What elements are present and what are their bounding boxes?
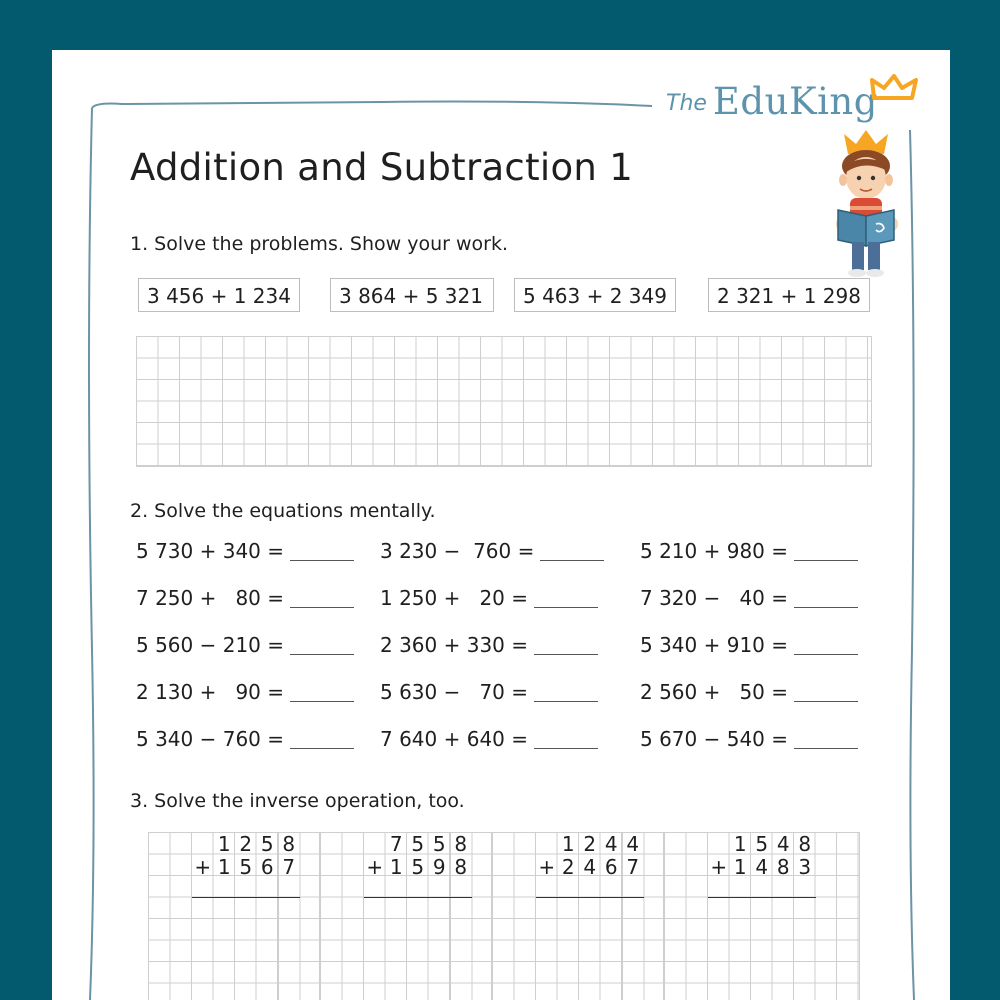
answer-blank[interactable] bbox=[540, 560, 604, 561]
equation: 1 250 + 20 = bbox=[380, 585, 598, 611]
brand-name: EduKing bbox=[712, 80, 878, 123]
addend-bottom: + 1 5 9 8 bbox=[366, 855, 468, 879]
problem-box: 2 321 + 1 298 bbox=[708, 278, 870, 312]
answer-blank[interactable] bbox=[290, 701, 354, 702]
answer-blank[interactable] bbox=[534, 701, 598, 702]
sum-rule bbox=[536, 897, 644, 898]
task1-instruction: 1. Solve the problems. Show your work. bbox=[130, 233, 509, 255]
equation: 5 730 + 340 = bbox=[136, 538, 354, 564]
addend-top: 1 5 4 8 bbox=[733, 832, 812, 856]
answer-blank[interactable] bbox=[794, 701, 858, 702]
addend-bottom: + 1 5 6 7 bbox=[194, 855, 296, 879]
answer-blank[interactable] bbox=[794, 654, 858, 655]
equation: 7 320 − 40 = bbox=[640, 585, 858, 611]
equation: 5 670 − 540 = bbox=[640, 726, 858, 752]
sum-rule bbox=[708, 897, 816, 898]
answer-blank[interactable] bbox=[794, 560, 858, 561]
addend-bottom: + 1 4 8 3 bbox=[710, 855, 812, 879]
task2-instruction: 2. Solve the equations mentally. bbox=[130, 500, 436, 522]
answer-blank[interactable] bbox=[534, 607, 598, 608]
work-grid[interactable] bbox=[136, 336, 872, 467]
equation: 5 630 − 70 = bbox=[380, 679, 598, 705]
equation: 2 360 + 330 = bbox=[380, 632, 598, 658]
brand-the: The bbox=[666, 91, 707, 116]
equation: 5 210 + 980 = bbox=[640, 538, 858, 564]
equation: 7 640 + 640 = bbox=[380, 726, 598, 752]
equation: 5 340 + 910 = bbox=[640, 632, 858, 658]
equation: 2 130 + 90 = bbox=[136, 679, 354, 705]
answer-blank[interactable] bbox=[290, 560, 354, 561]
answer-blank[interactable] bbox=[794, 607, 858, 608]
problem-box: 5 463 + 2 349 bbox=[514, 278, 676, 312]
worksheet-title: Addition and Subtraction 1 bbox=[130, 146, 634, 189]
problem-box: 3 864 + 5 321 bbox=[330, 278, 494, 312]
equation: 2 560 + 50 = bbox=[640, 679, 858, 705]
task3-instruction: 3. Solve the inverse operation, too. bbox=[130, 790, 465, 812]
equation: 3 230 − 760 = bbox=[380, 538, 604, 564]
addend-top: 1 2 4 4 bbox=[561, 832, 640, 856]
addend-top: 1 2 5 8 bbox=[217, 832, 296, 856]
answer-blank[interactable] bbox=[794, 748, 858, 749]
brand-logo bbox=[666, 80, 878, 123]
answer-blank[interactable] bbox=[534, 748, 598, 749]
answer-blank[interactable] bbox=[290, 607, 354, 608]
answer-blank[interactable] bbox=[290, 654, 354, 655]
equation: 5 340 − 760 = bbox=[136, 726, 354, 752]
answer-blank[interactable] bbox=[534, 654, 598, 655]
crown-icon bbox=[870, 74, 920, 102]
mental-equations bbox=[136, 538, 876, 778]
addend-top: 7 5 5 8 bbox=[389, 832, 468, 856]
problem-box: 3 456 + 1 234 bbox=[138, 278, 300, 312]
sum-rule bbox=[192, 897, 300, 898]
equation: 5 560 − 210 = bbox=[136, 632, 354, 658]
boy-reading-illustration bbox=[820, 128, 916, 278]
equation: 7 250 + 80 = bbox=[136, 585, 354, 611]
sum-rule bbox=[364, 897, 472, 898]
answer-blank[interactable] bbox=[290, 748, 354, 749]
worksheet-page bbox=[52, 50, 950, 1000]
addend-bottom: + 2 4 6 7 bbox=[538, 855, 640, 879]
